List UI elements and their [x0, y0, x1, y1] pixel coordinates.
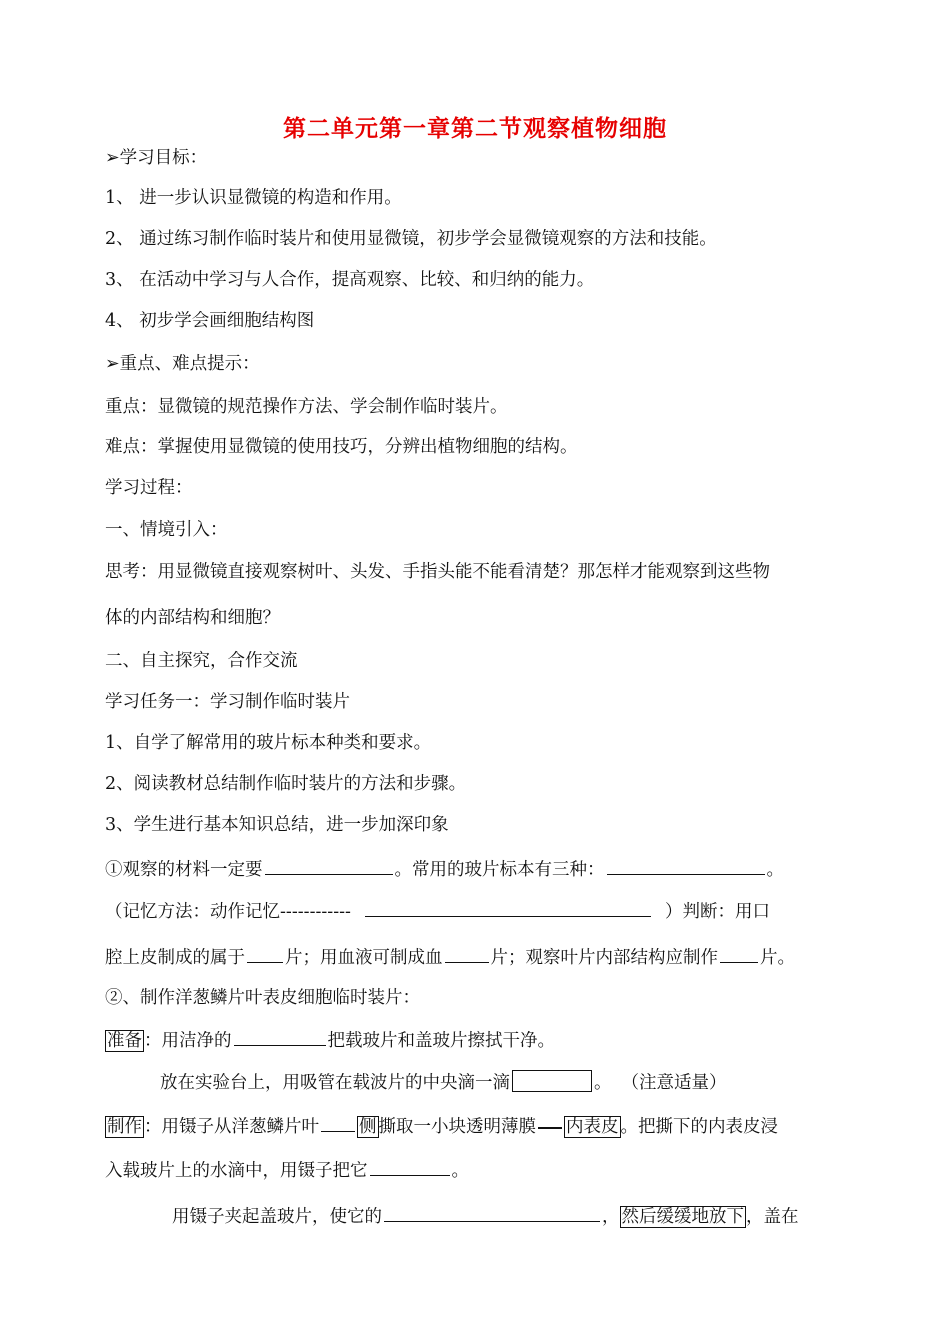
make-text-c: 。把撕下的内表皮浸: [620, 1117, 778, 1137]
task1-item-2: 2、阅读教材总结制作临时装片的方法和步骤。: [105, 774, 467, 794]
place-line: [160, 1070, 727, 1095]
question-2: ②、制作洋葱鳞片叶表皮细胞临时装片：: [105, 988, 420, 1008]
memory-text-b: ）判断：用口: [664, 902, 770, 922]
cheek-line: [105, 944, 795, 970]
blank-drop-liquid[interactable]: [512, 1070, 592, 1092]
make-label: 制作: [107, 1117, 142, 1137]
cheek-text-d: 片。: [760, 948, 795, 968]
prepare-label: 准备: [107, 1031, 142, 1051]
cheek-text-b: 片；用血液可制成血: [285, 948, 443, 968]
explore-heading: 二、自主探究，合作交流: [105, 651, 298, 671]
place-text-c: （注意适量）: [621, 1073, 727, 1093]
immerse-text-a: 入载玻片上的水滴中，用镊子把它: [105, 1161, 368, 1181]
blank-cover-action[interactable]: [384, 1203, 600, 1222]
cheek-text-a: 腔上皮制成的属于: [105, 948, 245, 968]
goal-item-3: 3、 在活动中学习与人合作，提高观察、比较、和归纳的能力。: [105, 270, 595, 290]
memory-text-a: （记忆方法：动作记忆------------: [105, 902, 351, 922]
goal-item-1: 1、 进一步认识显微镜的构造和作用。: [105, 188, 402, 208]
cover-text-b: ，: [602, 1207, 620, 1227]
prepare-line: [105, 1027, 555, 1053]
dash-connector: [538, 1127, 562, 1129]
question-1-line: [105, 856, 784, 882]
blank-slide-types[interactable]: [607, 856, 765, 875]
blank-cheek-slide[interactable]: [247, 944, 283, 963]
immerse-line: [105, 1157, 469, 1183]
process-heading: 学习过程：: [105, 478, 193, 498]
prepare-text-a: ：用洁净的: [144, 1031, 232, 1051]
blank-memory[interactable]: [365, 898, 651, 917]
difficult-point: 难点：掌握使用显微镜的使用技巧，分辨出植物细胞的结构。: [105, 437, 578, 457]
q1-text-b: 。常用的玻片标本有三种：: [394, 860, 605, 880]
blank-leaf-side[interactable]: [321, 1113, 355, 1132]
key-heading: ➢重点、难点提示：: [105, 354, 260, 374]
place-text-b: 。: [594, 1073, 612, 1093]
memory-line: [105, 898, 770, 924]
goal-item-2: 2、 通过练习制作临时装片和使用显微镜，初步学会显微镜观察的方法和技能。: [105, 229, 717, 249]
blank-observation-material[interactable]: [265, 856, 393, 875]
blank-leaf-slide[interactable]: [720, 944, 758, 963]
intro-heading: 一、情境引入：: [105, 520, 228, 540]
make-text-b: 撕取一小块透明薄膜: [378, 1117, 536, 1137]
make-side-label: 侧: [359, 1117, 377, 1137]
cheek-text-c: 片；观察叶片内部结构应制作: [490, 948, 718, 968]
immerse-text-b: 。: [451, 1161, 469, 1181]
blank-spread-action[interactable]: [370, 1157, 450, 1176]
q1-text-a: ①观察的材料一定要: [105, 860, 263, 880]
inner-skin-label: 内表皮: [566, 1117, 619, 1137]
think-line-2: 体的内部结构和细胞？: [105, 608, 280, 628]
task1-heading: 学习任务一：学习制作临时装片: [105, 692, 350, 712]
goal-item-4: 4、 初步学会画细胞结构图: [105, 311, 315, 331]
blank-blood-slide[interactable]: [445, 944, 489, 963]
make-line: [105, 1113, 778, 1139]
blank-cleaning-material[interactable]: [234, 1027, 326, 1046]
prepare-text-b: 把载玻片和盖玻片擦拭干净。: [327, 1031, 555, 1051]
task1-item-1: 1、自学了解常用的玻片标本种类和要求。: [105, 733, 432, 753]
cover-text-c: ，盖在: [746, 1207, 799, 1227]
cover-line: [172, 1203, 799, 1229]
key-point: 重点：显微镜的规范操作方法、学会制作临时装片。: [105, 397, 508, 417]
make-text-a: ：用镊子从洋葱鳞片叶: [144, 1117, 319, 1137]
cover-text-a: 用镊子夹起盖玻片，使它的: [172, 1207, 382, 1227]
place-text-a: 放在实验台上，用吸管在载波片的中央滴一滴: [160, 1073, 510, 1093]
document-title: 第二单元第一章第二节观察植物细胞: [283, 116, 667, 142]
q1-text-c: 。: [766, 860, 784, 880]
cover-box-text: 然后缓缓地放下: [621, 1207, 744, 1227]
task1-item-3: 3、学生进行基本知识总结，进一步加深印象: [105, 815, 449, 835]
goals-heading: ➢学习目标：: [105, 148, 208, 168]
think-line-1: 思考：用显微镜直接观察树叶、头发、手指头能不能看清楚？那怎样才能观察到这些物: [105, 562, 770, 582]
